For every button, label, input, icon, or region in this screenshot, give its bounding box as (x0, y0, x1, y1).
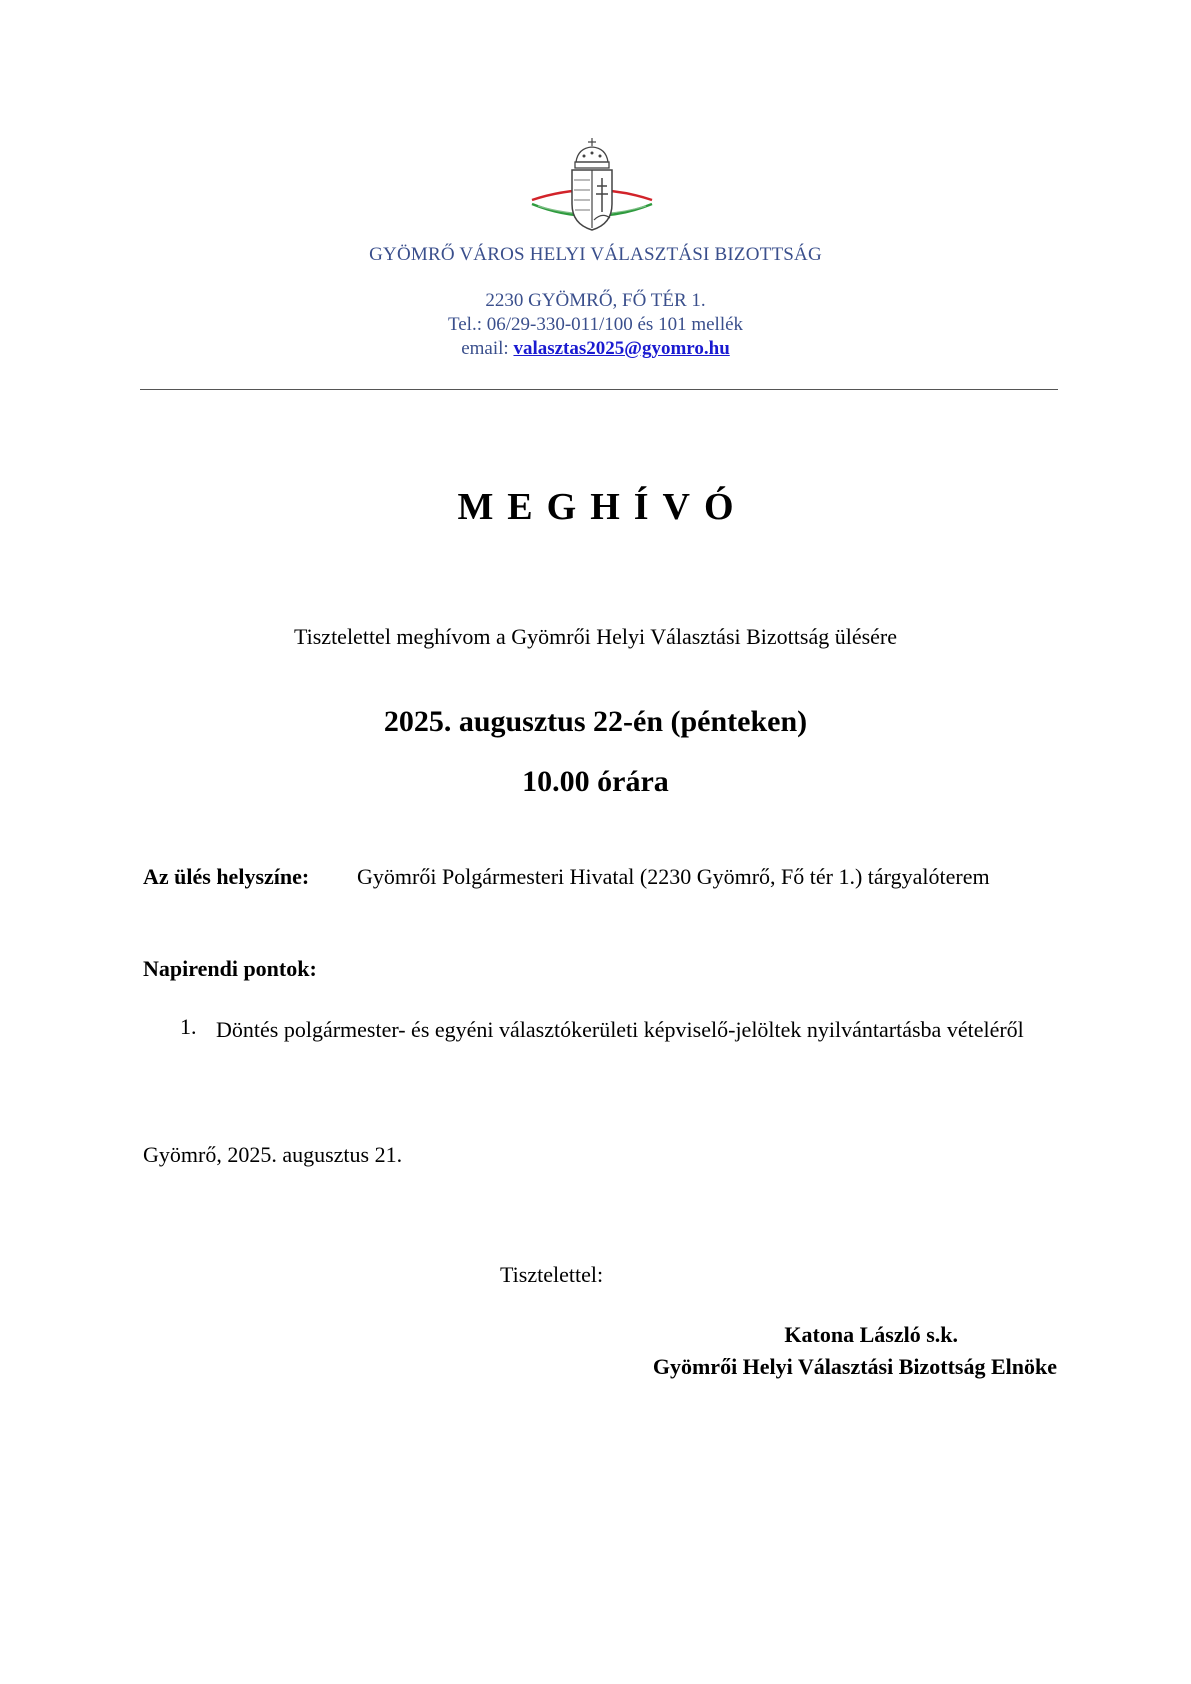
document-title: MEGHÍVÓ (457, 486, 748, 528)
email-line (0, 338, 1191, 360)
agenda-label: Napirendi pontok: (143, 956, 317, 981)
agenda-item-text: Döntés polgármester- és egyéni választókerületi képviselő-jelöltek nyilvántartásba vételéről (216, 1017, 1024, 1042)
signer-title: Gyömrői Helyi Választási Bizottság Elnöke (652, 1354, 1057, 1379)
address-line: 2230 GYÖMRŐ, FŐ TÉR 1. (485, 290, 706, 311)
email-label: email: (461, 338, 514, 359)
location-value: Gyömrői Polgármesteri Hivatal (2230 Gyömrő, Fő tér 1.) tárgyalóterem (357, 864, 990, 889)
header-divider (140, 389, 1058, 390)
meeting-date: 2025. augusztus 22-én (pénteken) (383, 705, 808, 738)
regards: Tisztelettel: (500, 1262, 604, 1287)
organization-title: GYÖMRŐ VÁROS HELYI VÁLASZTÁSI BIZOTTSÁG (369, 244, 822, 265)
signer-name: Katona László s.k. (784, 1322, 958, 1347)
place-and-date: Gyömrő, 2025. augusztus 21. (143, 1142, 403, 1167)
meeting-time: 10.00 órára (522, 765, 669, 798)
coat-of-arms-icon (528, 138, 656, 238)
invitation-text: Tisztelettel meghívom a Gyömrői Helyi Választási Bizottság ülésére (293, 624, 898, 649)
email-link[interactable]: valasztas2025@gyomro.hu (513, 338, 730, 359)
phone-line: Tel.: 06/29-330-011/100 és 101 mellék (447, 314, 744, 335)
agenda-item-number: 1. (180, 1014, 197, 1039)
location-label: Az ülés helyszíne: (143, 864, 310, 889)
